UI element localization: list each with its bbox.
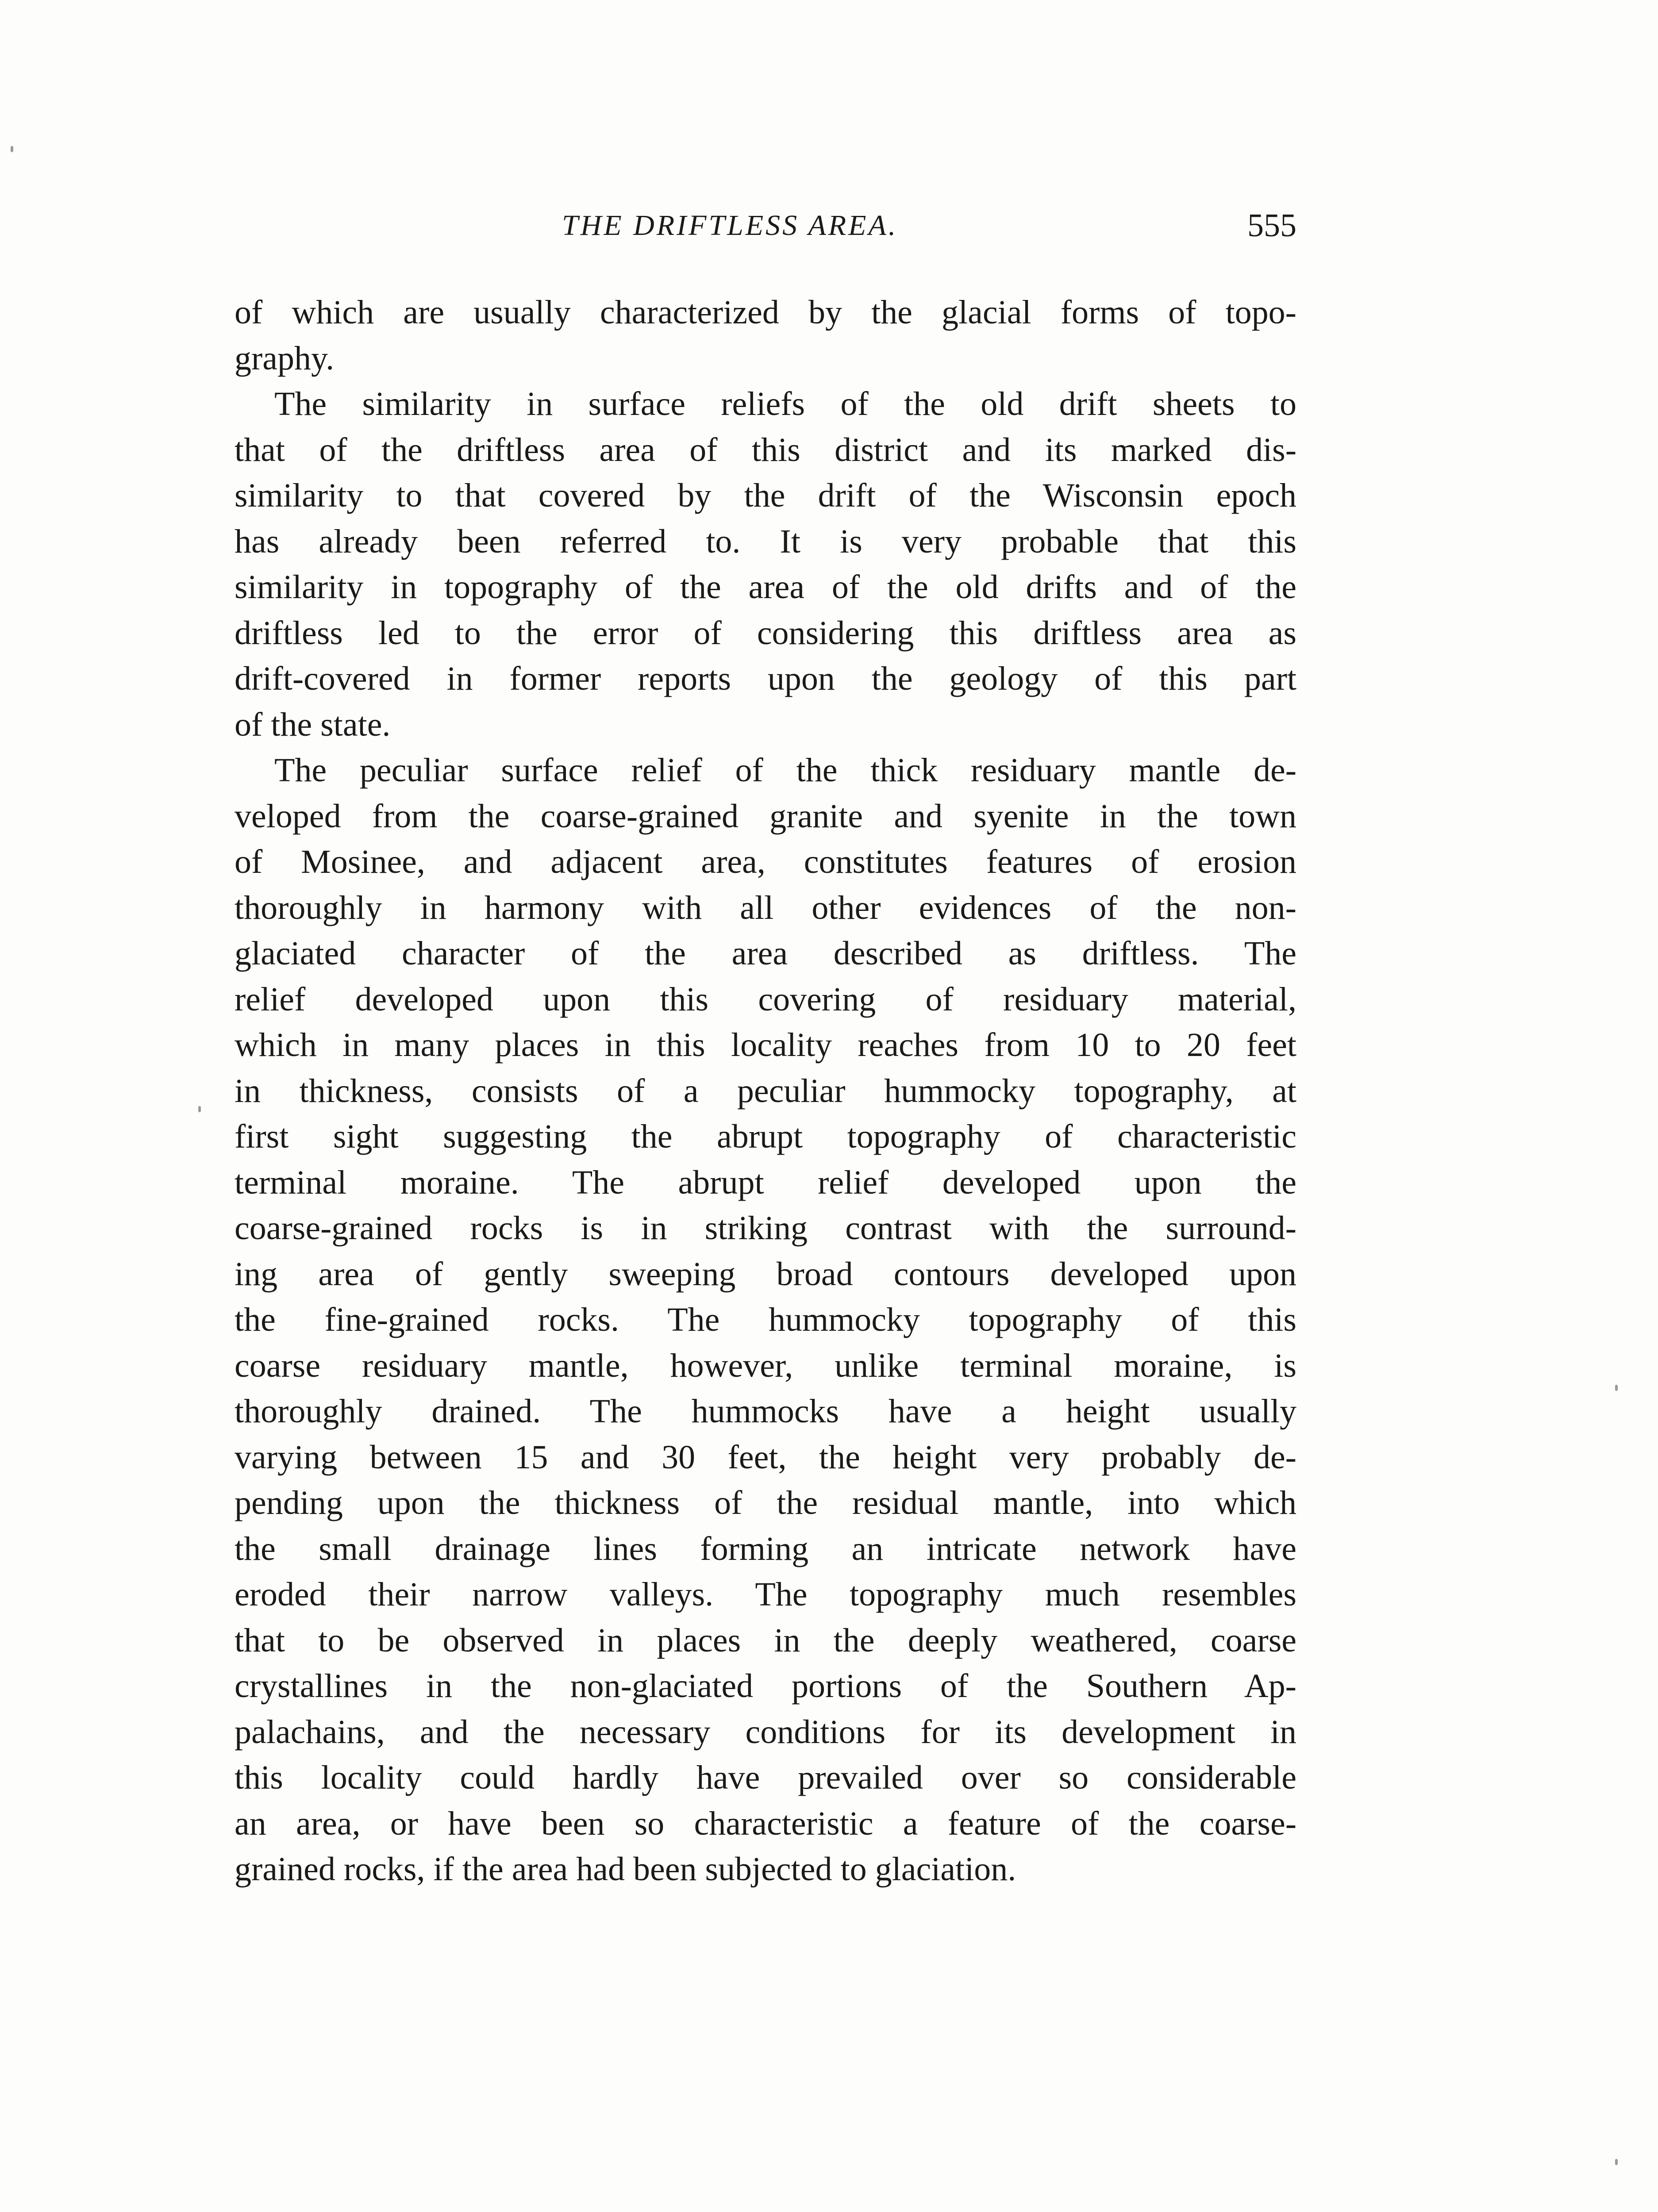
text-line: of the state.	[235, 706, 391, 743]
text-line: of Mosinee, and adjacent area, constitutes features of erosion	[235, 843, 1296, 880]
text-line: thoroughly in harmony with all other evidences of the non-	[235, 889, 1296, 926]
text-line: similarity to that covered by the drift of the Wisconsin epoch	[235, 477, 1296, 514]
text-line: pending upon the thickness of the residual mantle, into which	[235, 1484, 1296, 1521]
text-line: varying between 15 and 30 feet, the height very probably de-	[235, 1438, 1296, 1476]
text-line: coarse-grained rocks is in striking contrast with the surround-	[235, 1210, 1296, 1247]
running-title: THE DRIFTLESS AREA.	[562, 209, 898, 242]
text-line: crystallines in the non-glaciated portions of the Southern Ap-	[235, 1667, 1296, 1705]
text-line: first sight suggesting the abrupt topography of characteristic	[235, 1118, 1296, 1155]
scan-speck	[11, 146, 13, 152]
scan-speck	[1615, 2159, 1618, 2165]
text-line: ing area of gently sweeping broad contours developed upon	[235, 1255, 1296, 1293]
text-line: the fine-grained rocks. The hummocky topography of this	[235, 1301, 1296, 1338]
paragraph	[235, 748, 1296, 1893]
scan-speck	[198, 1106, 201, 1112]
text-line: terminal moraine. The abrupt relief developed upon the	[235, 1164, 1296, 1201]
paragraph	[235, 381, 1296, 748]
text-line: that of the driftless area of this district and its marked dis-	[235, 431, 1296, 469]
text-line: The peculiar surface relief of the thick residuary mantle de-	[274, 752, 1296, 789]
text-line: thoroughly drained. The hummocks have a height usually	[235, 1393, 1296, 1430]
text-line: coarse residuary mantle, however, unlike terminal moraine, is	[235, 1347, 1296, 1384]
text-line: which in many places in this locality reaches from 10 to 20 feet	[235, 1026, 1296, 1064]
text-line: in thickness, consists of a peculiar hummocky topography, at	[235, 1072, 1296, 1110]
text-line: an area, or have been so characteristic a feature of the coarse-	[235, 1805, 1296, 1842]
text-line: grained rocks, if the area had been subjected to glaciation.	[235, 1851, 1016, 1888]
text-line: that to be observed in places in the deeply weathered, coarse	[235, 1621, 1296, 1659]
body-text	[235, 290, 1296, 1893]
text-line: relief developed upon this covering of residuary material,	[235, 980, 1296, 1018]
text-line: of which are usually characterized by the glacial forms of topo-	[235, 294, 1296, 331]
text-line: drift-covered in former reports upon the geology of this part	[235, 660, 1296, 697]
text-line: palachains, and the necessary conditions for its development in	[235, 1713, 1296, 1751]
paragraph	[235, 290, 1296, 381]
text-line: similarity in topography of the area of the old drifts and of the	[235, 568, 1296, 606]
text-line: has already been referred to. It is very probable that this	[235, 522, 1296, 560]
text-line: driftless led to the error of considering this driftless area as	[235, 614, 1296, 652]
text-line: The similarity in surface reliefs of the old drift sheets to	[274, 385, 1296, 422]
text-line: graphy.	[235, 339, 335, 377]
scan-speck	[1615, 1385, 1618, 1391]
text-line: the small drainage lines forming an intricate network have	[235, 1530, 1296, 1567]
running-head	[235, 204, 1296, 257]
text-line: veloped from the coarse-grained granite and syenite in the town	[235, 797, 1296, 835]
text-line: this locality could hardly have prevailed over so considerable	[235, 1759, 1296, 1796]
page-number: 555	[1247, 207, 1296, 244]
text-line: glaciated character of the area described as driftless. The	[235, 935, 1296, 972]
text-line: eroded their narrow valleys. The topography much resembles	[235, 1576, 1296, 1613]
